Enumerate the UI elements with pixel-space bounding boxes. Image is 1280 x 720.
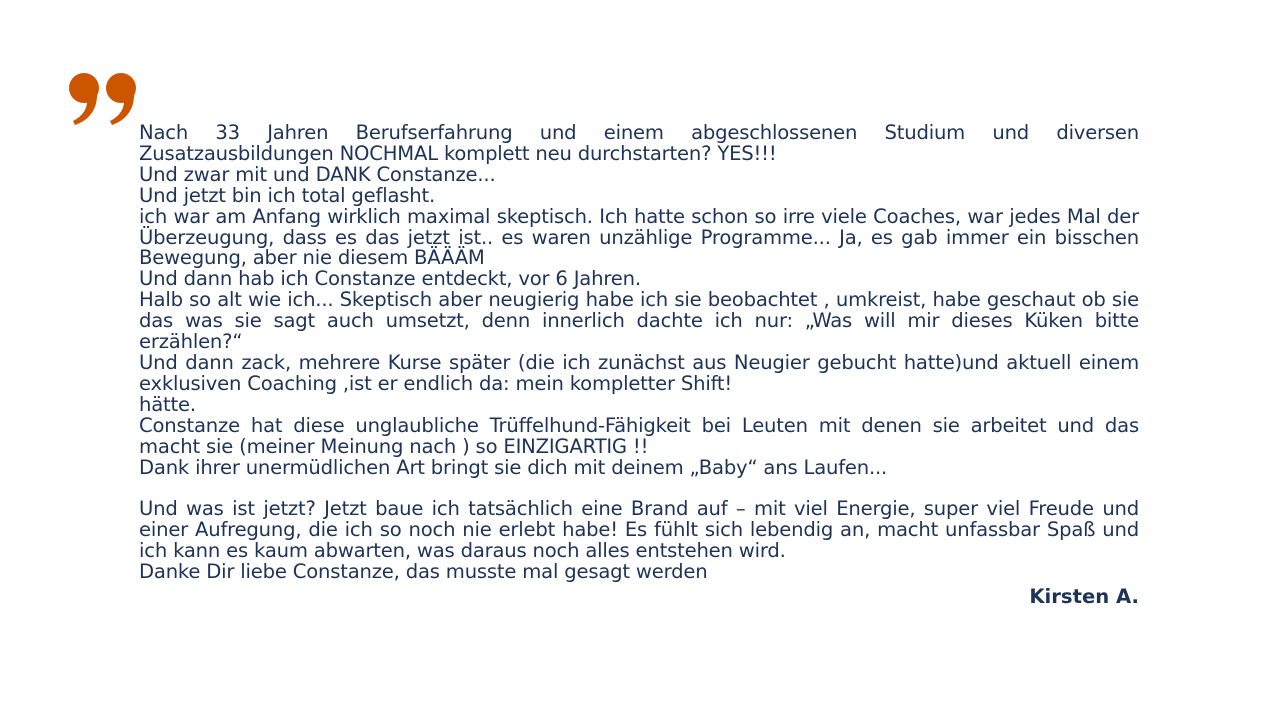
testimonial-paragraph: hätte.	[139, 392, 196, 416]
testimonial-paragraph: Dank ihrer unermüdlichen Art bringt sie dich mit deinem „Baby“ ans Laufen...	[139, 455, 888, 479]
testimonial-text	[139, 123, 1139, 583]
testimonial-paragraph: Danke Dir liebe Constanze, das musste mal gesagt werden	[139, 560, 708, 584]
quotation-mark-icon	[66, 70, 142, 130]
testimonial-paragraph: Und zwar mit und DANK Constanze...	[139, 162, 496, 186]
testimonial-author: Kirsten A.	[1029, 585, 1139, 608]
testimonial-paragraph: Und dann zack, mehrere Kurse später (die ich zunächst aus Neugier gebucht hatte)und aktuell einem exklusiven Coaching ,ist er endlich da: mein kompletter Shift!	[139, 350, 1139, 395]
testimonial-paragraph: Nach 33 Jahren Berufserfahrung und einem abgeschlossenen Studium und diversen Zusatzausbildungen NOCHMAL komplett neu durchstarten? YES!!!	[139, 121, 1139, 165]
testimonial-paragraph: Und dann hab ich Constanze entdeckt, vor 6 Jahren.	[139, 267, 641, 291]
paragraph-spacer	[139, 478, 1139, 499]
testimonial-paragraph: Und jetzt bin ich total geflasht.	[139, 183, 436, 207]
testimonial-paragraph: Constanze hat diese unglaubliche Trüffelhund-Fähigkeit bei Leuten mit denen sie arbeitet und das macht sie (meiner Meinung nach ) so EINZIGARTIG !!	[139, 413, 1139, 458]
testimonial-paragraph: ich war am Anfang wirklich maximal skeptisch. Ich hatte schon so irre viele Coaches, war jedes Mal der Überzeugung, dass es das jetzt ist.. es waren unzählige Programme... Ja, es gab immer ein bisschen Bewegung, aber nie diesem BÄÄÄM	[139, 204, 1139, 270]
testimonial-paragraph: Und was ist jetzt? Jetzt baue ich tatsächlich eine Brand auf – mit viel Energie, super viel Freude und einer Aufregung, die ich so noch nie erlebt habe! Es fühlt sich lebendig an, macht unfassbar Spaß und ich kann es kaum abwarten, was daraus noch alles entstehen wird.	[139, 497, 1139, 563]
testimonial-paragraph: Halb so alt wie ich... Skeptisch aber neugierig habe ich sie beobachtet , umkreist, habe geschaut ob sie das was sie sagt auch umsetzt, denn innerlich dachte ich nur: „Was will mir dieses Küken bitte erzählen?“	[139, 288, 1139, 354]
